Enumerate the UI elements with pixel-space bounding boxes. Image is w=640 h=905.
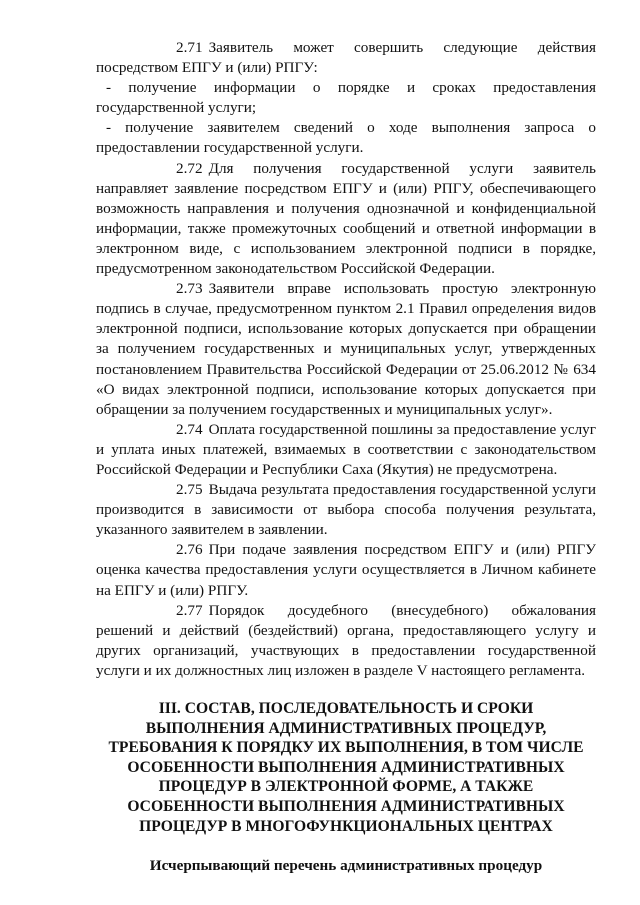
clause-number: 2.71 bbox=[176, 39, 203, 56]
clause-number: 2.76 bbox=[176, 541, 203, 559]
paragraph-2-74 bbox=[96, 420, 596, 480]
clause-text: Выдача результата предоставления государственной услуги производится в зависимости от выбора способа получения результата, указанного заявителем в заявлении. bbox=[96, 481, 596, 539]
document-page bbox=[96, 38, 596, 876]
paragraph-2-73 bbox=[96, 279, 596, 420]
clause-number: 2.75 bbox=[176, 481, 203, 499]
subsection-title: Исчерпывающий перечень административных процедур bbox=[149, 857, 543, 875]
clause-number: 2.73 bbox=[176, 280, 203, 298]
paragraph-2-77 bbox=[96, 601, 596, 681]
clause-number: 2.77 bbox=[176, 601, 203, 619]
paragraph-2-75 bbox=[96, 480, 596, 540]
list-item-text: - получение заявителем сведений о ходе выполнения запроса о предоставлении государственной услуги. bbox=[96, 119, 596, 157]
paragraph-2-72 bbox=[96, 159, 596, 280]
paragraph-2-76 bbox=[96, 540, 596, 600]
clause-text: Порядок досудебного (внесудебного) обжалования решений и действий (бездействий) органа, предоставляющего услугу и других организаций, участвующих в предоставлении государственной услуги и их должностных лиц изложен в разделе V настоящего регламента. bbox=[96, 601, 596, 679]
clause-number: 2.74 bbox=[176, 420, 203, 438]
section-title: III. СОСТАВ, ПОСЛЕДОВАТЕЛЬНОСТЬ И СРОКИ ВЫПОЛНЕНИЯ АДМИНИСТРАТИВНЫХ ПРОЦЕДУР, ТРЕБОВАНИЯ К ПОРЯДКУ ИХ ВЫПОЛНЕНИЯ, В ТОМ ЧИСЛЕ ОСОБЕННОСТИ ВЫПОЛНЕНИЯ АДМИНИСТРАТИВНЫХ ПРОЦЕДУР В ЭЛЕКТРОННОЙ ФОРМЕ, А ТАКЖЕ ОСОБЕННОСТИ ВЫПОЛНЕНИЯ АДМИНИСТРАТИВНЫХ ПРОЦЕДУР В МНОГОФУНКЦИОНАЛЬНЫХ ЦЕНТРАХ bbox=[108, 700, 584, 835]
clause-text: При подаче заявления посредством ЕПГУ и (или) РПГУ оценка качества предоставления услуги осуществляется в Личном кабинете на ЕПГУ и (или) РПГУ. bbox=[96, 541, 596, 599]
list-item bbox=[96, 78, 596, 118]
clause-text: Заявитель может совершить следующие действия посредством ЕПГУ и (или) РПГУ: bbox=[96, 39, 596, 77]
list-item-text: - получение информации о порядке и сроках предоставления государственной услуги; bbox=[96, 79, 596, 117]
clause-text: Оплата государственной пошлины за предоставление услуг и уплата иных платежей, взимаемых в соответствии с законодательством Российской Федерации и Республики Саха (Якутия) не предусмотрена. bbox=[96, 420, 596, 478]
clause-text: Заявители вправе использовать простую электронную подпись в случае, предусмотренном пунктом 2.1 Правил определения видов электронной подписи, использование которых допускается при обращении за получением государственных и муниципальных услуг, утвержденных постановлением Правительства Российской Федерации от 25.06.2012 № 634 «О видах электронной подписи, использование которых допускается при обращении за получением государственных и муниципальных услуг». bbox=[96, 280, 596, 418]
clause-number: 2.72 bbox=[176, 159, 203, 177]
clause-text: Для получения государственной услуги заявитель направляет заявление посредством ЕПГУ и (или) РПГУ, обеспечивающего возможность направления и получения однозначной и конфиденциальной информации, также промежуточных сообщений и ответной информации в электронном виде, с использованием электронной подписи в порядке, предусмотренном законодательством Российской Федерации. bbox=[96, 159, 596, 278]
paragraph-2-71 bbox=[96, 38, 596, 78]
list-item bbox=[96, 118, 596, 158]
